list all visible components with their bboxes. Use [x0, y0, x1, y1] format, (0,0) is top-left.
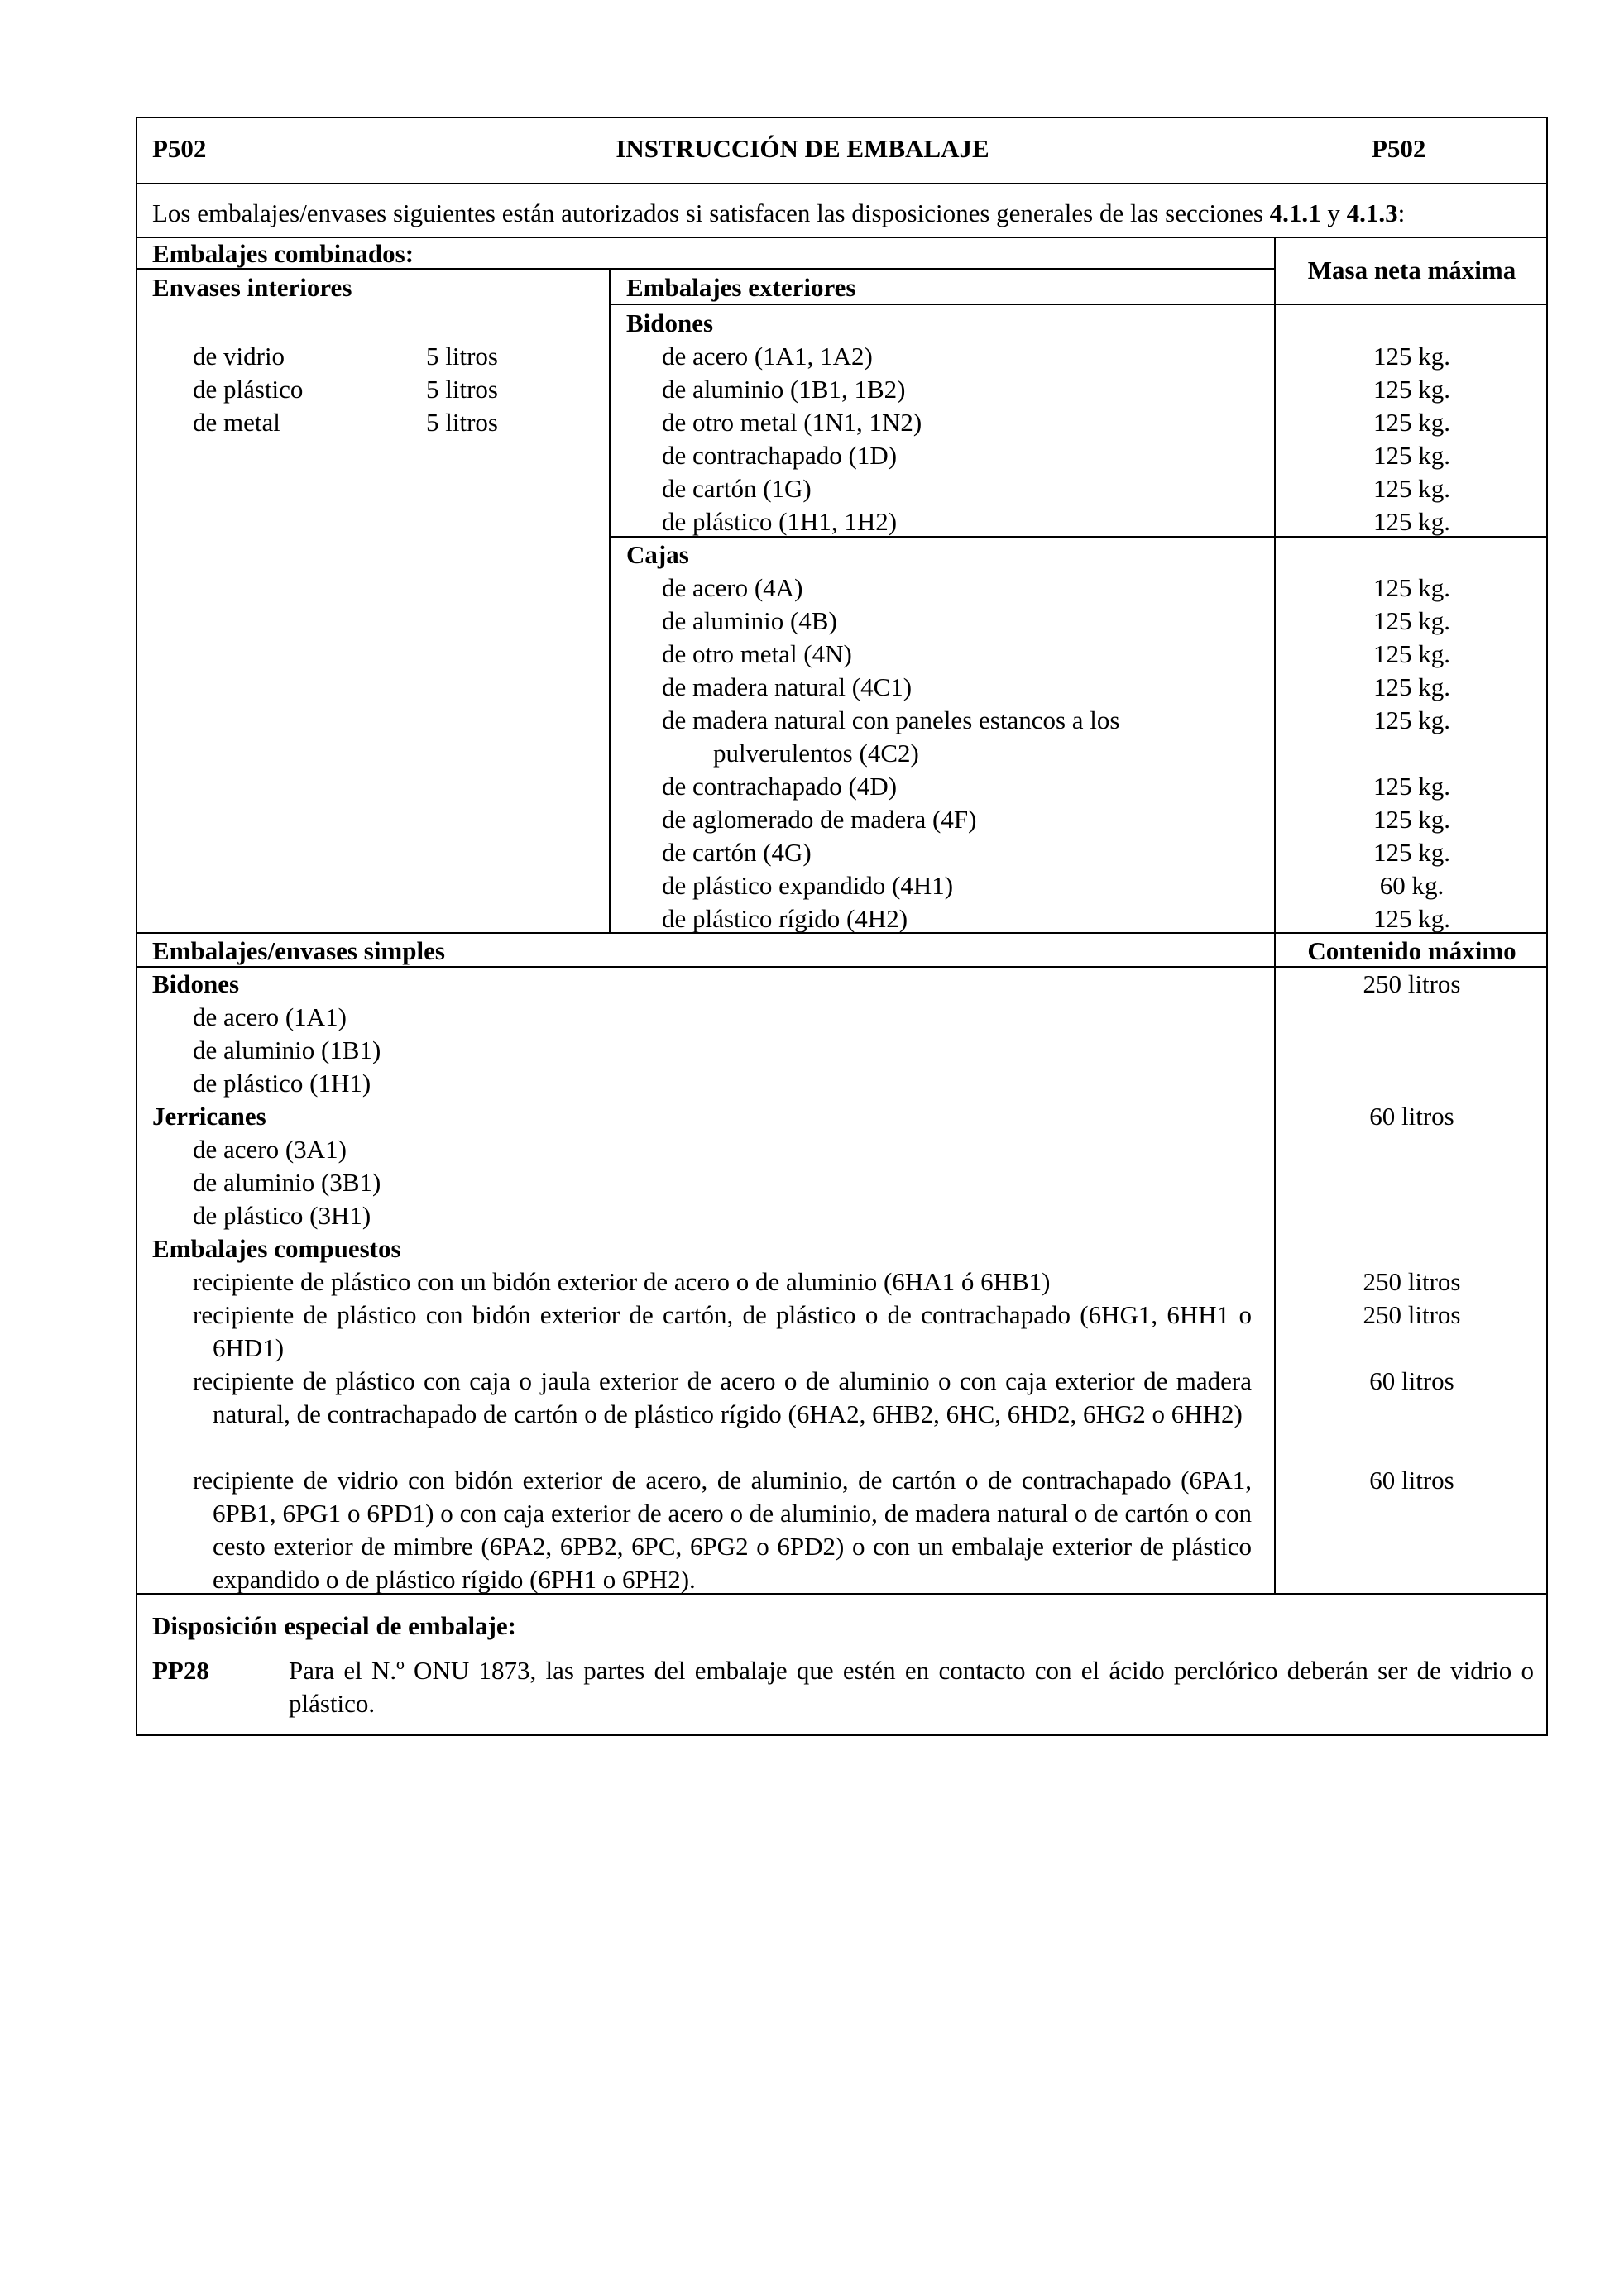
- composite-content: 250 litros: [1363, 1300, 1461, 1329]
- inner-capacity: 5 litros: [426, 375, 498, 404]
- box-mass: 125 kg.: [1373, 805, 1450, 834]
- combined-heading: Embalajes combinados:: [152, 239, 414, 268]
- box-item: de contrachapado (4D): [662, 772, 898, 801]
- composite-item: recipiente de vidrio con bidón exterior de acero, de aluminio, de cartón o de contrachapado (6PA1, 6PB1, 6PG1 o 6PD1) o con caja exterior de acero o de aluminio, de madera natural o de cartón o con cesto exterior de mimbre (6PA2, 6PB2, 6PC, 6PG2 o 6PD2) o con un embalaje exterior de plástico expandido o de plástico rígido (6PH1 o 6PH2).: [193, 1466, 1252, 1594]
- intro-conj: y: [1320, 199, 1347, 227]
- box-item: de plástico expandido (4H1): [662, 871, 954, 900]
- box-mass: 125 kg.: [1373, 838, 1450, 867]
- boxes-heading: Cajas: [626, 540, 689, 569]
- box-item: de otro metal (4N): [662, 639, 852, 668]
- box-item: de cartón (4G): [662, 838, 812, 867]
- single-drum-item: de acero (1A1): [193, 1002, 347, 1031]
- special-heading: Disposición especial de embalaje:: [152, 1611, 516, 1640]
- box-mass: 60 kg.: [1379, 871, 1444, 900]
- box-item: de aluminio (4B): [662, 606, 837, 635]
- drum-item: de cartón (1G): [662, 474, 812, 503]
- drum-mass: 125 kg.: [1373, 474, 1450, 503]
- jerrican-item: de acero (3A1): [193, 1135, 347, 1164]
- box-mass: 125 kg.: [1373, 606, 1450, 635]
- composite-content: 250 litros: [1363, 1267, 1461, 1296]
- composite-item: recipiente de plástico con caja o jaula exterior de acero o de aluminio o con caja exterior de madera natural, de contrachapado de cartón o de plástico rígido (6HA2, 6HB2, 6HC, 6HD2, 6HG2 o 6HH2): [193, 1366, 1252, 1428]
- composite-heading: Embalajes compuestos: [152, 1234, 401, 1263]
- composite-content: 60 litros: [1369, 1366, 1454, 1395]
- box-item: de plástico rígido (4H2): [662, 904, 908, 933]
- jerrican-item: de aluminio (3B1): [193, 1168, 381, 1197]
- box-item: de madera natural con paneles estancos a los: [662, 706, 1120, 734]
- inner-capacity: 5 litros: [426, 342, 498, 371]
- special-code: PP28: [152, 1656, 209, 1685]
- drum-item: de contrachapado (1D): [662, 441, 898, 470]
- drum-item: de otro metal (1N1, 1N2): [662, 408, 922, 437]
- box-mass: 125 kg.: [1373, 639, 1450, 668]
- single-drum-item: de aluminio (1B1): [193, 1036, 381, 1064]
- box-mass: 125 kg.: [1373, 672, 1450, 701]
- drum-item: de acero (1A1, 1A2): [662, 342, 873, 371]
- intro-end: :: [1397, 199, 1406, 227]
- drum-item: de aluminio (1B1, 1B2): [662, 375, 906, 404]
- jerricans-content: 60 litros: [1369, 1102, 1454, 1131]
- jerrican-item: de plástico (3H1): [193, 1201, 371, 1230]
- inner-capacity: 5 litros: [426, 408, 498, 437]
- col-divider-inner-outer: [609, 268, 611, 932]
- single-drums-content: 250 litros: [1363, 969, 1461, 998]
- drums-heading: Bidones: [626, 309, 714, 337]
- single-drum-item: de plástico (1H1): [193, 1069, 371, 1098]
- page-title: INSTRUCCIÓN DE EMBALAJE: [616, 134, 989, 163]
- drum-mass: 125 kg.: [1373, 441, 1450, 470]
- composite-content: 60 litros: [1369, 1466, 1454, 1495]
- single-heading: Embalajes/envases simples: [152, 936, 445, 965]
- rule-under-header: [136, 183, 1548, 184]
- box-item: de madera natural (4C1): [662, 672, 913, 701]
- single-drums-heading: Bidones: [152, 969, 240, 998]
- box-mass: 125 kg.: [1373, 904, 1450, 933]
- col-mass-header: Masa neta máxima: [1307, 256, 1516, 285]
- box-mass: 125 kg.: [1373, 706, 1450, 734]
- intro-text: [152, 197, 1405, 230]
- intro-main: Los embalajes/envases siguientes están autorizados si satisfacen las disposiciones generales de las secciones: [152, 199, 1270, 227]
- col-inner-header: Envases interiores: [152, 273, 352, 302]
- intro-ref-2: 4.1.3: [1346, 199, 1398, 227]
- special-text: Para el N.º ONU 1873, las partes del embalaje que estén en contacto con el ácido perclórico deberán ser de vidrio o plástico.: [289, 1656, 1534, 1718]
- composite-item: recipiente de plástico con bidón exterior de cartón, de plástico o de contrachapado (6HG1, 6HH1 o 6HD1): [193, 1300, 1252, 1362]
- jerricans-heading: Jerricanes: [152, 1102, 266, 1131]
- box-mass: 125 kg.: [1373, 573, 1450, 602]
- box-item: de aglomerado de madera (4F): [662, 805, 977, 834]
- inner-material: de plástico: [193, 375, 304, 404]
- drum-mass: 125 kg.: [1373, 507, 1450, 536]
- box-mass: 125 kg.: [1373, 772, 1450, 801]
- box-item: de acero (4A): [662, 573, 803, 602]
- drum-item: de plástico (1H1, 1H2): [662, 507, 898, 536]
- col-content-header: Contenido máximo: [1307, 936, 1516, 965]
- inner-material: de vidrio: [193, 342, 285, 371]
- col-outer-header: Embalajes exteriores: [626, 273, 856, 302]
- inner-material: de metal: [193, 408, 280, 437]
- drum-mass: 125 kg.: [1373, 342, 1450, 371]
- composite-item: recipiente de plástico con un bidón exterior de acero o de aluminio (6HA1 ó 6HB1): [193, 1267, 1051, 1296]
- header-code-left: P502: [152, 134, 207, 163]
- box-item-continued: pulverulentos (4C2): [713, 739, 919, 768]
- drum-mass: 125 kg.: [1373, 408, 1450, 437]
- drum-mass: 125 kg.: [1373, 375, 1450, 404]
- intro-ref-1: 4.1.1: [1269, 199, 1321, 227]
- header-code-right: P502: [1372, 134, 1426, 163]
